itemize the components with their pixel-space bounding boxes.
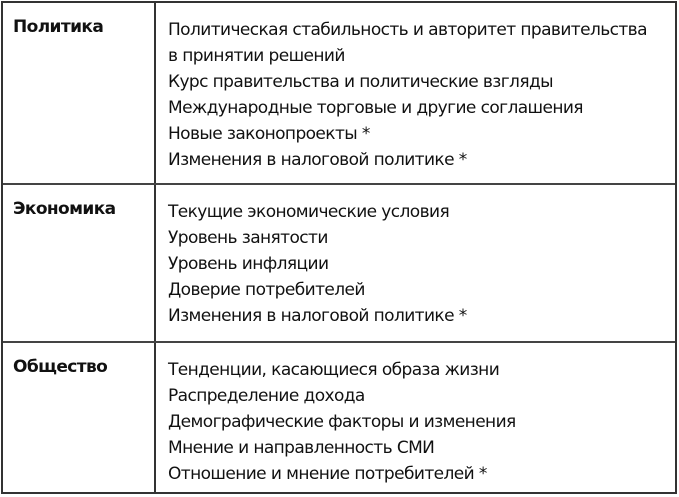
list-item: Демографические факторы и изменения [168,412,516,432]
items-cell [156,3,675,183]
items-cell [156,185,675,341]
table-row-society [3,343,675,493]
category-cell: Политика [3,3,156,183]
category-cell: Общество [3,343,156,493]
list-item: Текущие экономические условия [168,202,450,222]
list-item: Уровень занятости [168,228,328,248]
list-item: Новые законопроекты * [168,124,370,144]
list-item: Тенденции, касающиеся образа жизни [168,360,500,380]
list-item: Отношение и мнение потребителей * [168,464,487,484]
category-cell: Экономика [3,185,156,341]
list-item: Изменения в налоговой политике * [168,150,467,170]
list-item: Политическая стабильность и авторитет правительства [168,20,647,40]
list-item: Распределение дохода [168,386,365,406]
list-item: Международные торговые и другие соглашения [168,98,583,118]
list-item: Уровень инфляции [168,254,329,274]
list-item: Изменения в налоговой политике * [168,306,467,326]
items-cell [156,343,675,493]
list-item: Курс правительства и политические взгляды [168,72,553,92]
list-item: Доверие потребителей [168,280,365,300]
table-row-politics [3,3,675,185]
pest-table [1,1,677,494]
list-item: в принятии решений [168,46,345,66]
list-item: Мнение и направленность СМИ [168,438,435,458]
table-row-economy [3,185,675,343]
